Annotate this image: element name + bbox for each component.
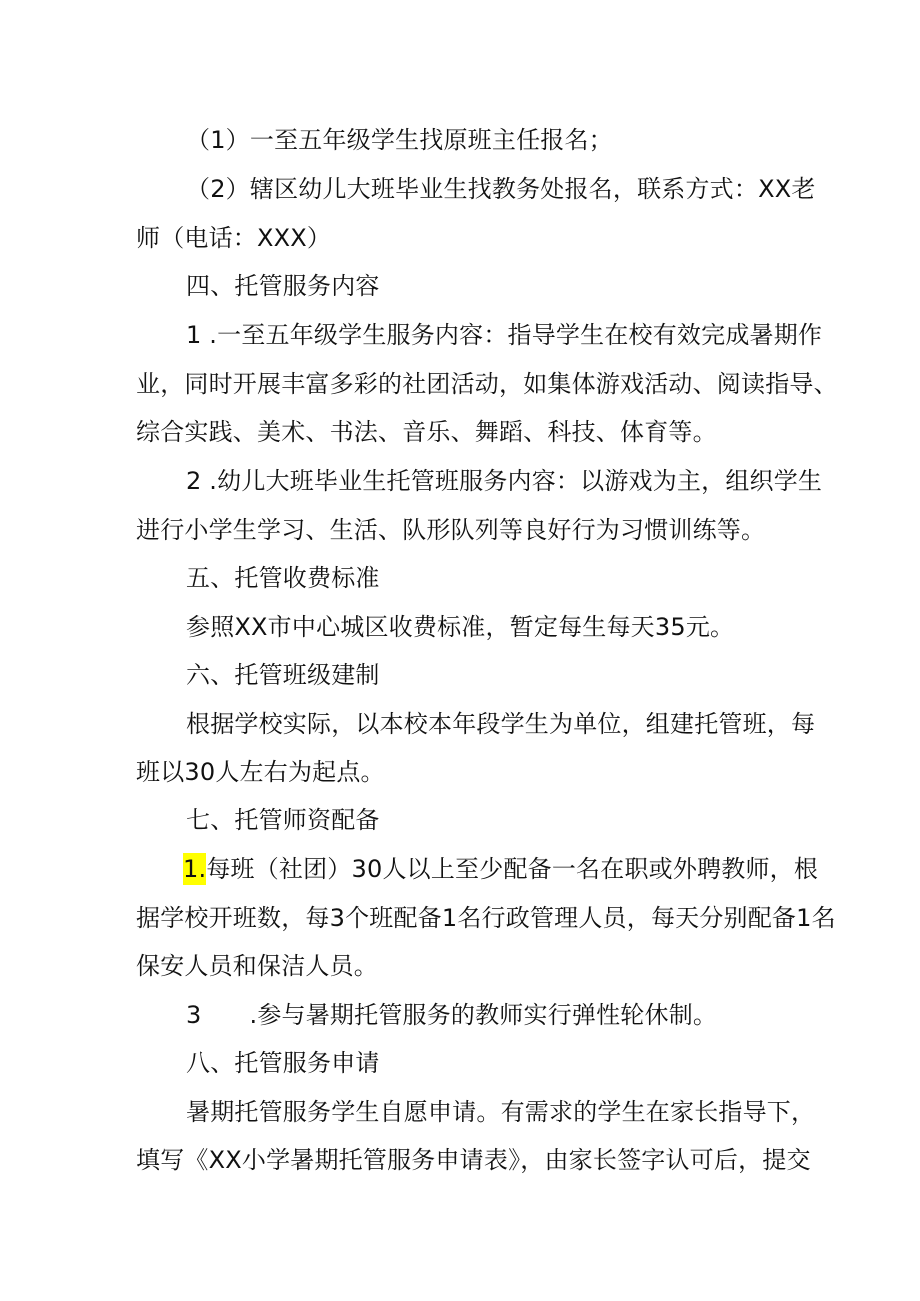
enrollment-item-2: （2）辖区幼儿大班毕业生找教务处报名，联系方式：XX老 xyxy=(186,175,816,203)
enrollment-item-2-cont: 师（电话：XXX） xyxy=(136,224,332,252)
application-text-cont: 填写《XX小学暑期托管服务申请表》，由家长签字认可后，提交 xyxy=(136,1146,811,1174)
service-content-2-cont: 进行小学生学习、生活、队形队列等良好行为习惯训练等。 xyxy=(136,516,766,544)
section-heading-5: 五、托管收费标准 xyxy=(186,564,380,592)
section-heading-7: 七、托管师资配备 xyxy=(186,806,380,834)
staffing-item-1-cont-a: 据学校开班数，每3个班配备1名行政管理人员，每天分别配备1名 xyxy=(136,904,836,932)
section-heading-8: 八、托管服务申请 xyxy=(186,1049,380,1077)
staffing-item-3-number: 3 xyxy=(186,1001,202,1029)
application-text: 暑期托管服务学生自愿申请。有需求的学生在家长指导下， xyxy=(186,1098,816,1126)
service-content-1-cont-b: 综合实践、美术、书法、音乐、舞蹈、科技、体育等。 xyxy=(136,418,717,446)
section-heading-4: 四、托管服务内容 xyxy=(186,272,380,300)
section-heading-6: 六、托管班级建制 xyxy=(186,661,380,689)
highlighted-number: 1. xyxy=(183,855,207,883)
service-content-1-cont-a: 业，同时开展丰富多彩的社团活动，如集体游戏活动、阅读指导、 xyxy=(136,370,838,398)
enrollment-item-1: （1）一至五年级学生找原班主任报名； xyxy=(186,126,613,154)
service-content-1: 1 .一至五年级学生服务内容：指导学生在校有效完成暑期作 xyxy=(186,321,823,349)
staffing-item-1 xyxy=(183,853,818,885)
class-setup: 根据学校实际，以本校本年段学生为单位，组建托管班，每 xyxy=(186,710,816,738)
class-setup-cont: 班以30人左右为起点。 xyxy=(136,758,385,786)
staffing-item-3-text: .参与暑期托管服务的教师实行弹性轮休制。 xyxy=(249,1001,718,1029)
staffing-item-1-text: 每班（社团）30人以上至少配备一名在职或外聘教师，根 xyxy=(206,855,819,883)
staffing-item-1-cont-b: 保安人员和保洁人员。 xyxy=(136,952,378,980)
service-content-2: 2 .幼儿大班毕业生托管班服务内容：以游戏为主，组织学生 xyxy=(186,467,823,495)
staffing-item-3 xyxy=(186,999,717,1031)
fee-standard: 参照XX市中心城区收费标准，暂定每生每天35元。 xyxy=(186,613,735,641)
